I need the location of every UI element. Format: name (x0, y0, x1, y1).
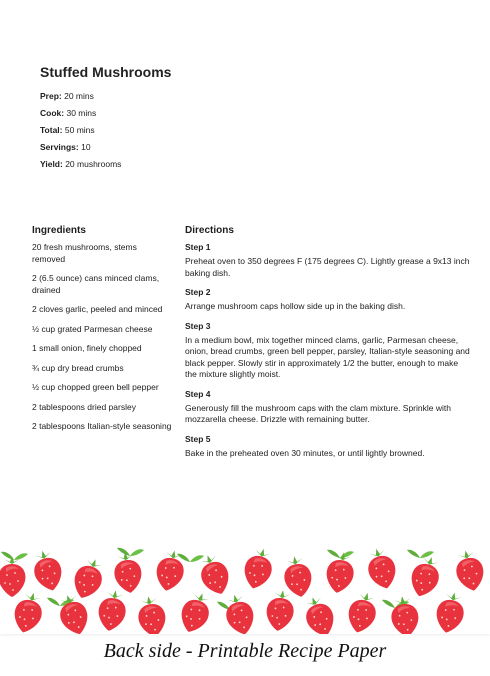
ingredient-item: 20 fresh mushrooms, stems removed (32, 242, 137, 264)
strawberry-border (0, 540, 490, 634)
step-text: In a medium bowl, mix together minced clams, garlic, Parmesan cheese, onion, bread crumbs, green bell pepper, parsley, Italian-style seasoning and black pepper. Slowly stir in approximately 1/2 the butter, enough to make the mixture slightly moist. (185, 334, 470, 379)
recipe-meta (40, 88, 121, 173)
strawberry-icon (323, 550, 357, 595)
strawberry-icon (29, 547, 66, 594)
strawberry-icon (264, 588, 296, 632)
meta-total (40, 122, 121, 139)
strawberry-icon (112, 550, 144, 594)
meta-label: Cook: (40, 108, 65, 118)
meta-label: Prep: (40, 91, 62, 101)
ingredient-item: 2 tablespoons Italian-style seasoning (32, 421, 172, 431)
strawberry-icon (95, 588, 129, 633)
strawberry-icon (54, 591, 92, 634)
leaf-icon (1, 552, 28, 560)
strawberry-icon (135, 594, 169, 634)
meta-label: Servings: (40, 142, 79, 152)
step-text: Bake in the preheated oven 30 minutes, or until lightly browned. (185, 447, 425, 458)
step-title: Step 1 (185, 242, 211, 252)
recipe-title: Stuffed Mushrooms (40, 64, 172, 80)
strawberry-icon (10, 589, 47, 634)
ingredient-item: 2 (6.5 ounce) cans minced clams, drained (32, 273, 160, 295)
ingredient-item: 1 small onion, finely chopped (32, 343, 142, 353)
ingredient-item: ½ cup grated Parmesan cheese (32, 323, 153, 334)
meta-value: 10 (81, 142, 91, 152)
meta-value: 50 mins (64, 125, 95, 135)
strawberry-icon (69, 555, 108, 603)
ingredient-item: ¾ cup dry bread crumbs (32, 362, 124, 373)
ingredients-heading: Ingredients (32, 225, 86, 236)
step-title: Step 3 (185, 320, 211, 331)
ingredient-item: ½ cup chopped green bell pepper (32, 382, 159, 392)
ingredients-section (32, 225, 172, 441)
meta-label: Yield: (40, 159, 63, 169)
strawberry-icon (153, 548, 188, 594)
leaf-icon (117, 548, 144, 556)
leaf-icon (177, 554, 204, 562)
strawberry-icon (452, 548, 487, 594)
strawberry-icon (176, 589, 215, 634)
strawberry-icon (433, 590, 468, 634)
ingredient-item: 2 tablespoons dried parsley (32, 401, 136, 412)
strawberry-icon (281, 554, 315, 599)
strawberry-icon (363, 545, 400, 592)
meta-cook (40, 105, 121, 122)
meta-yield (40, 156, 121, 173)
step-title: Step 5 (185, 433, 211, 444)
step-title: Step 4 (185, 388, 211, 399)
strawberry-icon (389, 594, 421, 634)
step-text: Preheat oven to 350 degrees F (175 degrees C). Lightly grease a 9x13 inch baking dish. (185, 256, 470, 278)
strawberry-icon (300, 593, 339, 634)
strawberry-icon (0, 556, 25, 597)
meta-value: 30 mins (66, 108, 97, 118)
directions-section (185, 225, 470, 467)
meta-value: 20 mushrooms (65, 159, 122, 169)
meta-label: Total: (40, 125, 63, 135)
step-text: Arrange mushroom caps hollow side up in the baking dish. (185, 301, 406, 311)
meta-value: 20 mins (64, 91, 94, 101)
meta-prep (40, 88, 121, 105)
directions-heading: Directions (185, 225, 234, 236)
meta-servings (40, 139, 121, 156)
step-title: Step 2 (185, 287, 211, 297)
strawberry-icon (344, 589, 381, 634)
step-text: Generously fill the mushroom caps with the clam mixture. Sprinkle with mozzarella cheese. Drizzle with remaining butter. (185, 402, 451, 424)
caption: Back side - Printable Recipe Paper (103, 640, 387, 662)
strawberry-icon (240, 545, 277, 592)
strawberry-icon (221, 591, 258, 634)
strawberry-icon (406, 553, 444, 600)
leaf-icon (407, 550, 434, 558)
leaf-icon (327, 550, 354, 558)
ingredient-item: 2 cloves garlic, peeled and minced (32, 304, 163, 314)
